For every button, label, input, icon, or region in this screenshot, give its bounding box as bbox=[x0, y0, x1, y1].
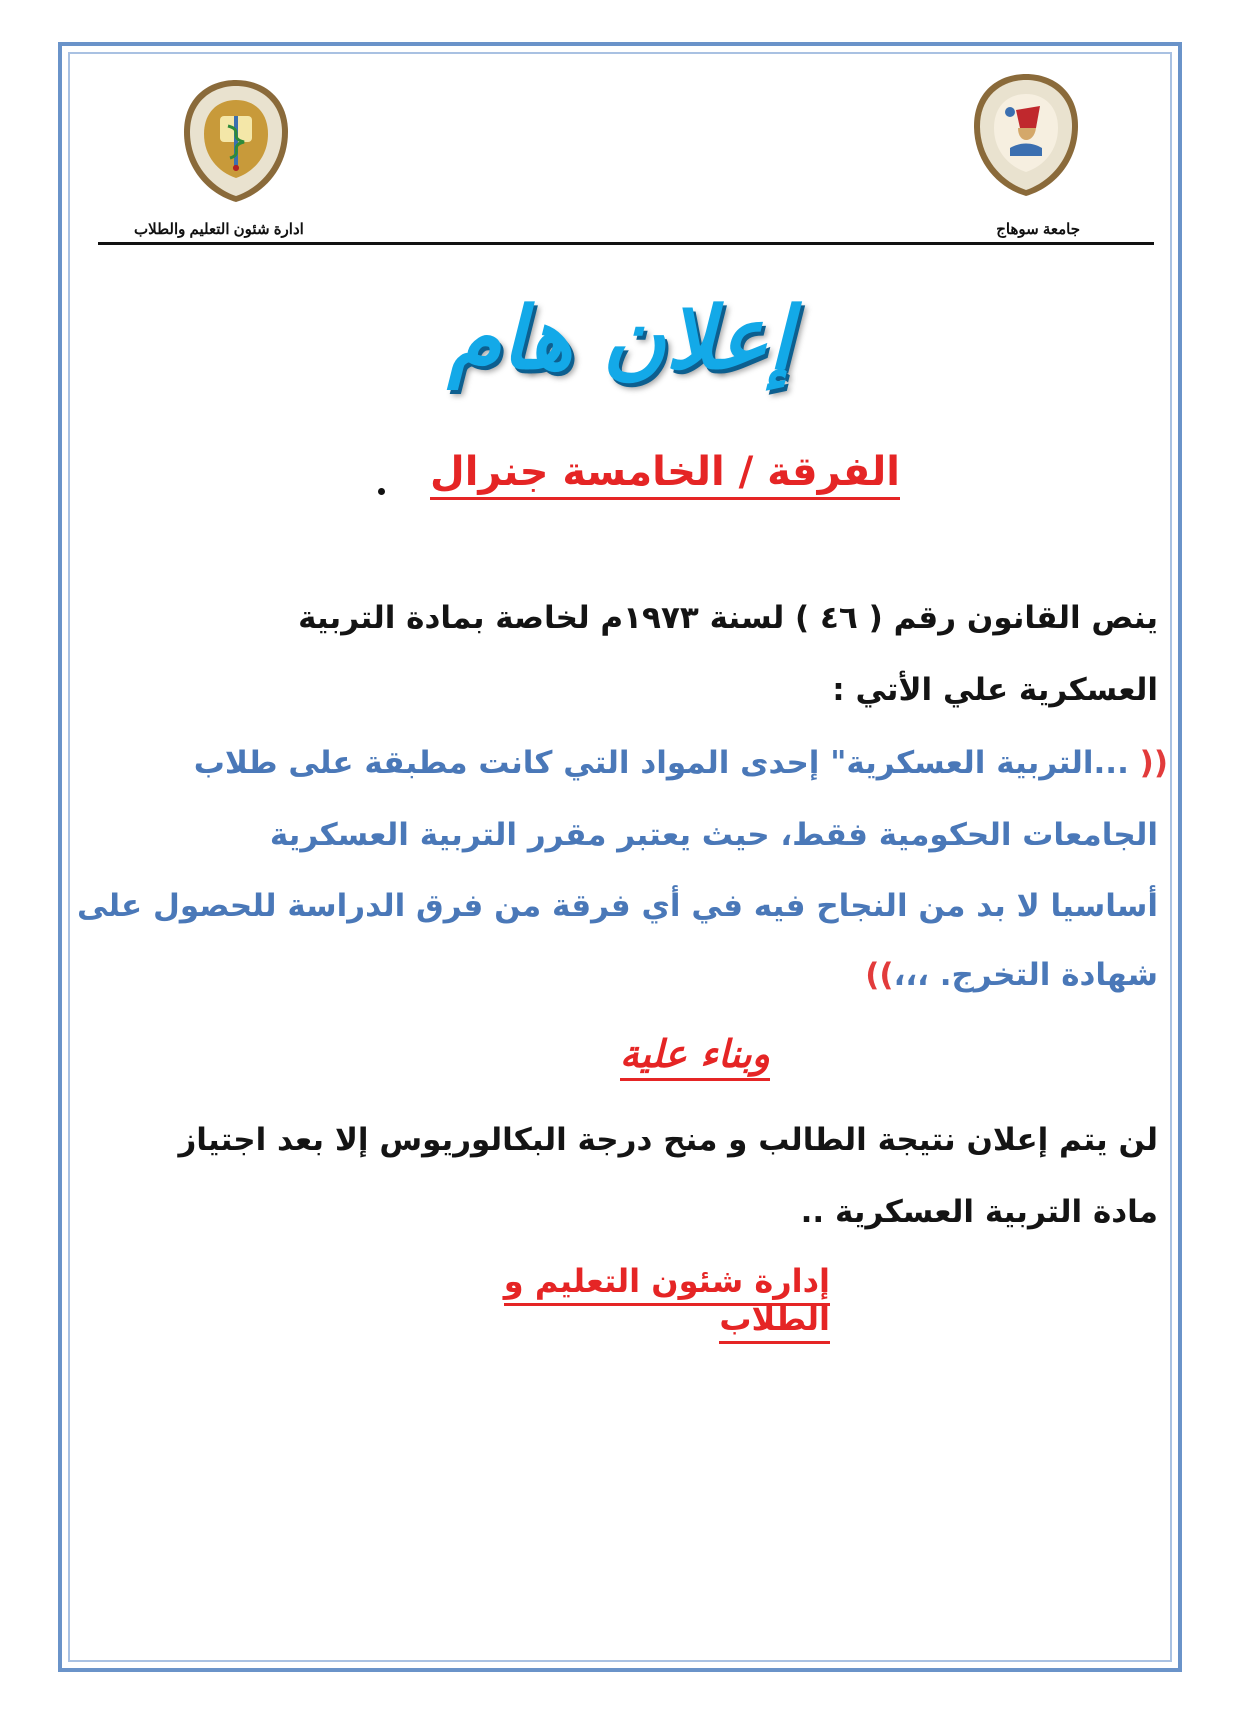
header-university-name: جامعة سوهاج bbox=[996, 221, 1080, 238]
quote-line-4 bbox=[865, 957, 1158, 993]
bullet-dot bbox=[378, 488, 385, 495]
signature-department bbox=[410, 1262, 830, 1338]
consequence-heading-text: وبناء علية bbox=[620, 1032, 770, 1081]
quote-open-marks: (( bbox=[1139, 745, 1168, 781]
faculty-of-pharmacy-logo bbox=[180, 76, 292, 206]
subtitle-text: الفرقة / الخامسة جنرال bbox=[430, 449, 900, 500]
quote-line-4-text: شهادة التخرج. ،،، bbox=[893, 957, 1158, 993]
quote-line-2: الجامعات الحكومية فقط، حيث يعتبر مقرر التربية العسكرية bbox=[269, 817, 1158, 853]
quote-line-3: أساسيا لا بد من النجاح فيه في أي فرقة من فرق الدراسة للحصول على bbox=[77, 888, 1158, 924]
svg-text:●: ● bbox=[232, 163, 240, 172]
result-paragraph-line-2: مادة التربية العسكرية .. bbox=[800, 1194, 1158, 1230]
header-divider bbox=[98, 242, 1154, 245]
law-paragraph-line-2: العسكرية علي الأتي : bbox=[832, 672, 1158, 708]
sohag-university-logo bbox=[970, 70, 1082, 200]
quote-line-1-text: ...التربية العسكرية" إحدى المواد التي كانت مطبقة على طلاب bbox=[193, 745, 1129, 781]
quote-close-marks: )) bbox=[865, 957, 894, 993]
law-paragraph-line-1: ينص القانون رقم ( ٤٦ ) لسنة ١٩٧٣م لخاصة بمادة التربية bbox=[298, 600, 1158, 636]
signature-text: إدارة شئون التعليم و الطلاب bbox=[504, 1262, 830, 1344]
result-paragraph-line-1: لن يتم إعلان نتيجة الطالب و منح درجة البكالوريوس إلا بعد اجتياز bbox=[178, 1122, 1158, 1158]
announcement-title: إعلان هام bbox=[447, 289, 793, 389]
announcement-subtitle bbox=[380, 448, 900, 496]
header-department-name: ادارة شئون التعليم والطلاب bbox=[134, 221, 304, 238]
quote-line-1 bbox=[194, 745, 1168, 781]
consequence-heading bbox=[470, 1032, 770, 1076]
